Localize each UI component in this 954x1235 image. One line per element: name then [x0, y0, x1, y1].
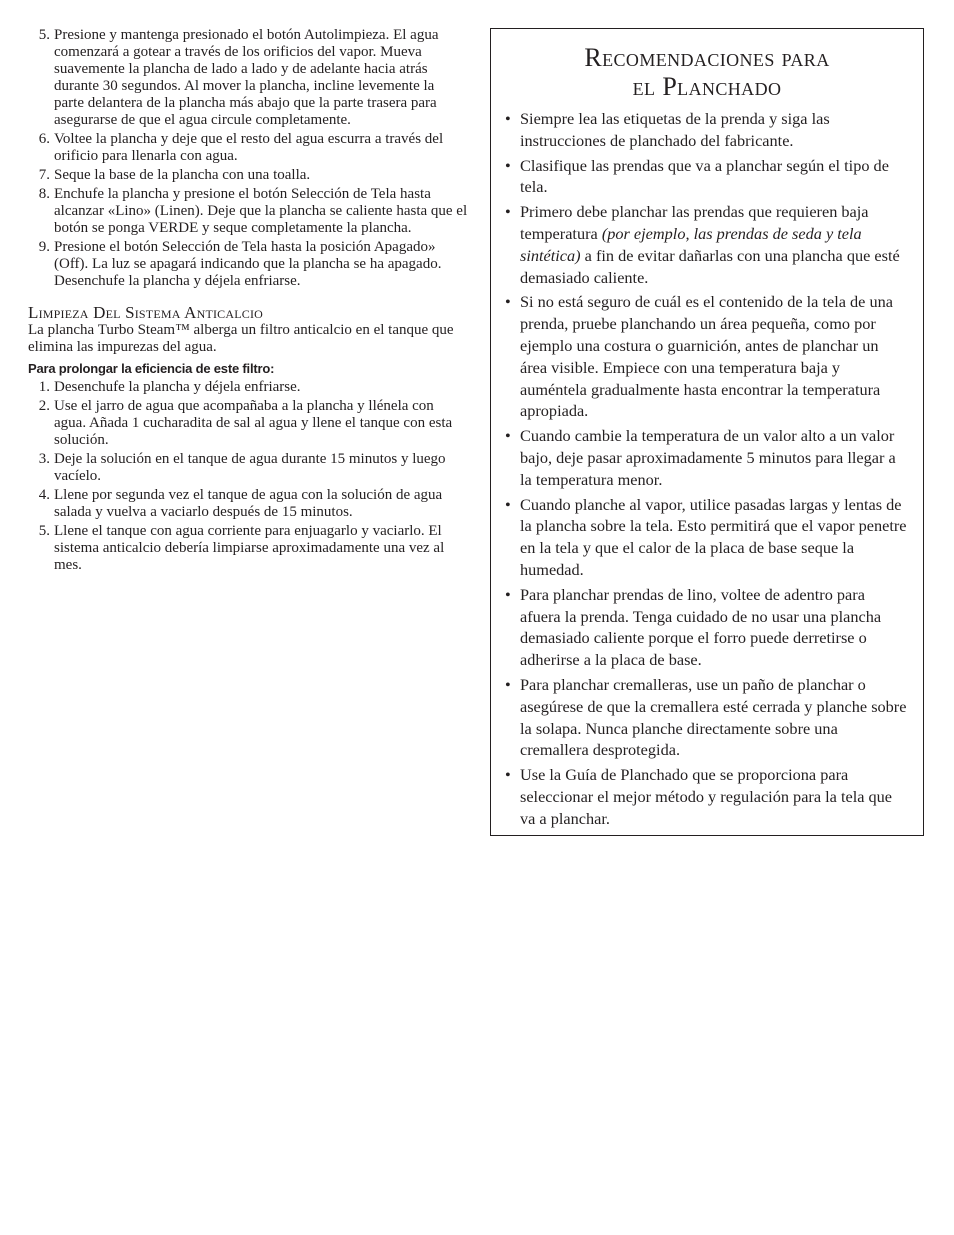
- list-item: [28, 451, 468, 485]
- step-number: 3.: [38, 451, 50, 467]
- step-text: Use el jarro de agua que acompañaba a la plancha y llénela con agua. Añada 1 cucharadita de sal al agua y llene el tanque con esta solución.: [54, 398, 453, 448]
- step-number: 5.: [38, 27, 50, 43]
- list-item: [505, 201, 909, 288]
- step-text: Deje la solución en el tanque de agua durante 15 minutos y luego vacíelo.: [54, 451, 446, 484]
- list-item: [28, 379, 468, 396]
- list-item: [28, 487, 468, 521]
- list-item: [28, 239, 468, 290]
- tip-text: Siempre lea las etiquetas de la prenda y siga las instrucciones de planchado del fabricante.: [520, 109, 830, 150]
- list-item: [28, 398, 468, 449]
- tip-text: Primero debe planchar las prendas que requieren baja temperatura: [520, 202, 869, 243]
- lead-text: Para prolongar la eficiencia de este filtro:: [28, 361, 275, 376]
- bullet-icon: •: [505, 426, 511, 446]
- bullet-icon: •: [505, 494, 511, 514]
- bullet-icon: •: [505, 202, 511, 222]
- step-text: Seque la base de la plancha con una toalla.: [54, 167, 311, 183]
- step-text: Voltee la plancha y deje que el resto del agua escurra a través del orificio para llenarla con agua.: [54, 131, 444, 164]
- bullet-icon: •: [505, 584, 511, 604]
- tip-text: Cuando cambie la temperatura de un valor alto a un valor bajo, deje pasar aproximadamente 5 minutos para llegar a la temperatura menor.: [520, 426, 896, 489]
- step-number: 6.: [38, 131, 50, 147]
- self-clean-steps: [28, 27, 468, 290]
- section-title: Limpieza Del Sistema Anticalcio: [28, 303, 264, 322]
- step-number: 5.: [38, 523, 50, 539]
- step-number: 8.: [38, 186, 50, 202]
- list-item: [505, 291, 909, 422]
- list-item: [505, 764, 909, 829]
- box-title-line: Recomendaciones para: [584, 43, 830, 72]
- step-number: 7.: [38, 167, 50, 183]
- list-item: [505, 425, 909, 490]
- box-title-line: el Planchado: [632, 72, 782, 101]
- bullet-icon: •: [505, 155, 511, 175]
- tip-text: Cuando planche al vapor, utilice pasadas largas y lentas de la plancha sobre la tela. Esto permitirá que el vapor penetre en la tela y que el calor de la placa de base seque la humedad.: [520, 494, 907, 579]
- list-item: [505, 494, 909, 581]
- filter-steps: [28, 379, 468, 574]
- bullet-icon: •: [505, 292, 511, 312]
- step-text: Enchufe la plancha y presione el botón Selección de Tela hasta alcanzar «Lino» (Linen). Deje que la plancha se caliente hasta que el botón se ponga VERDE y seque completamente la plancha.: [54, 186, 468, 236]
- step-text: Desenchufe la plancha y déjela enfriarse.: [54, 379, 301, 395]
- step-number: 4.: [38, 487, 50, 503]
- left-column: [28, 27, 468, 576]
- step-number: 1.: [38, 379, 50, 395]
- step-text: Llene el tanque con agua corriente para enjuagarlo y vaciarlo. El sistema anticalcio debería limpiarse aproximadamente una vez al mes.: [54, 523, 445, 573]
- list-item: [28, 523, 468, 574]
- ironing-tips-box: [490, 28, 924, 836]
- list-item: [505, 108, 909, 152]
- box-title: [491, 43, 923, 101]
- list-item: [28, 27, 468, 129]
- tip-text: Para planchar cremalleras, use un paño de planchar o asegúrese de que la cremallera esté cerrada y planche sobre la solapa. Nunca planche directamente sobre una cremallera desprotegida.: [520, 674, 907, 760]
- bullet-icon: •: [505, 674, 511, 694]
- list-item: [505, 584, 909, 671]
- section-intro: La plancha Turbo Steam™ alberga un filtro anticalcio en el tanque que elimina las impurezas del agua.: [28, 322, 454, 355]
- list-item: [505, 674, 909, 761]
- tip-text: Para planchar prendas de lino, voltee de adentro para afuera la prenda. Tenga cuidado de no usar una plancha demasiado caliente porque el forro puede derretirse o adherirse a la placa de base.: [520, 584, 882, 670]
- list-item: [28, 167, 468, 184]
- tip-example: (por ejemplo, las prendas de seda y tela sintética): [520, 223, 862, 265]
- step-number: 9.: [38, 239, 50, 255]
- step-text: Presione el botón Selección de Tela hasta la posición Apagado» (Off). La luz se apagará indicando que la plancha se ha apagado. Desenchufe la plancha y déjela enfriarse.: [54, 239, 442, 289]
- step-text: Llene por segunda vez el tanque de agua con la solución de agua salada y vuelva a vaciarlo después de 15 minutos.: [54, 487, 443, 520]
- tips-list: [491, 108, 923, 830]
- list-item: [505, 155, 909, 199]
- step-number: 2.: [38, 398, 50, 414]
- list-item: [28, 131, 468, 165]
- bullet-icon: •: [505, 765, 511, 785]
- tip-text: Use la Guía de Planchado que se proporciona para seleccionar el mejor método y regulación para la tela que va a planchar.: [520, 765, 893, 828]
- tip-text: Clasifique las prendas que va a planchar según el tipo de tela.: [520, 155, 889, 197]
- step-text: Presione y mantenga presionado el botón Autolimpieza. El agua comenzará a gotear a través de los orificios del vapor. Mueva suavemente la plancha de lado a lado y de adelante hacia atrás durante 30 segundos. Al mover la plancha, incline levemente la parte delantera de la plancha más abajo que la parte trasera para asegurarse de que el agua circule completamente.: [54, 27, 439, 128]
- tip-text: Si no está seguro de cuál es el contenido de la tela de una prenda, pruebe planchando un área pequeña, como por ejemplo una costura o guarnición, antes de planchar un área visible. Empiece con una temperatura baja y auméntela gradualmente hasta encontrar la temperatura apropiada.: [520, 292, 893, 421]
- list-item: [28, 186, 468, 237]
- bullet-icon: •: [505, 109, 511, 128]
- tip-text: a fin de evitar dañarlas con una plancha que esté demasiado caliente.: [520, 245, 900, 287]
